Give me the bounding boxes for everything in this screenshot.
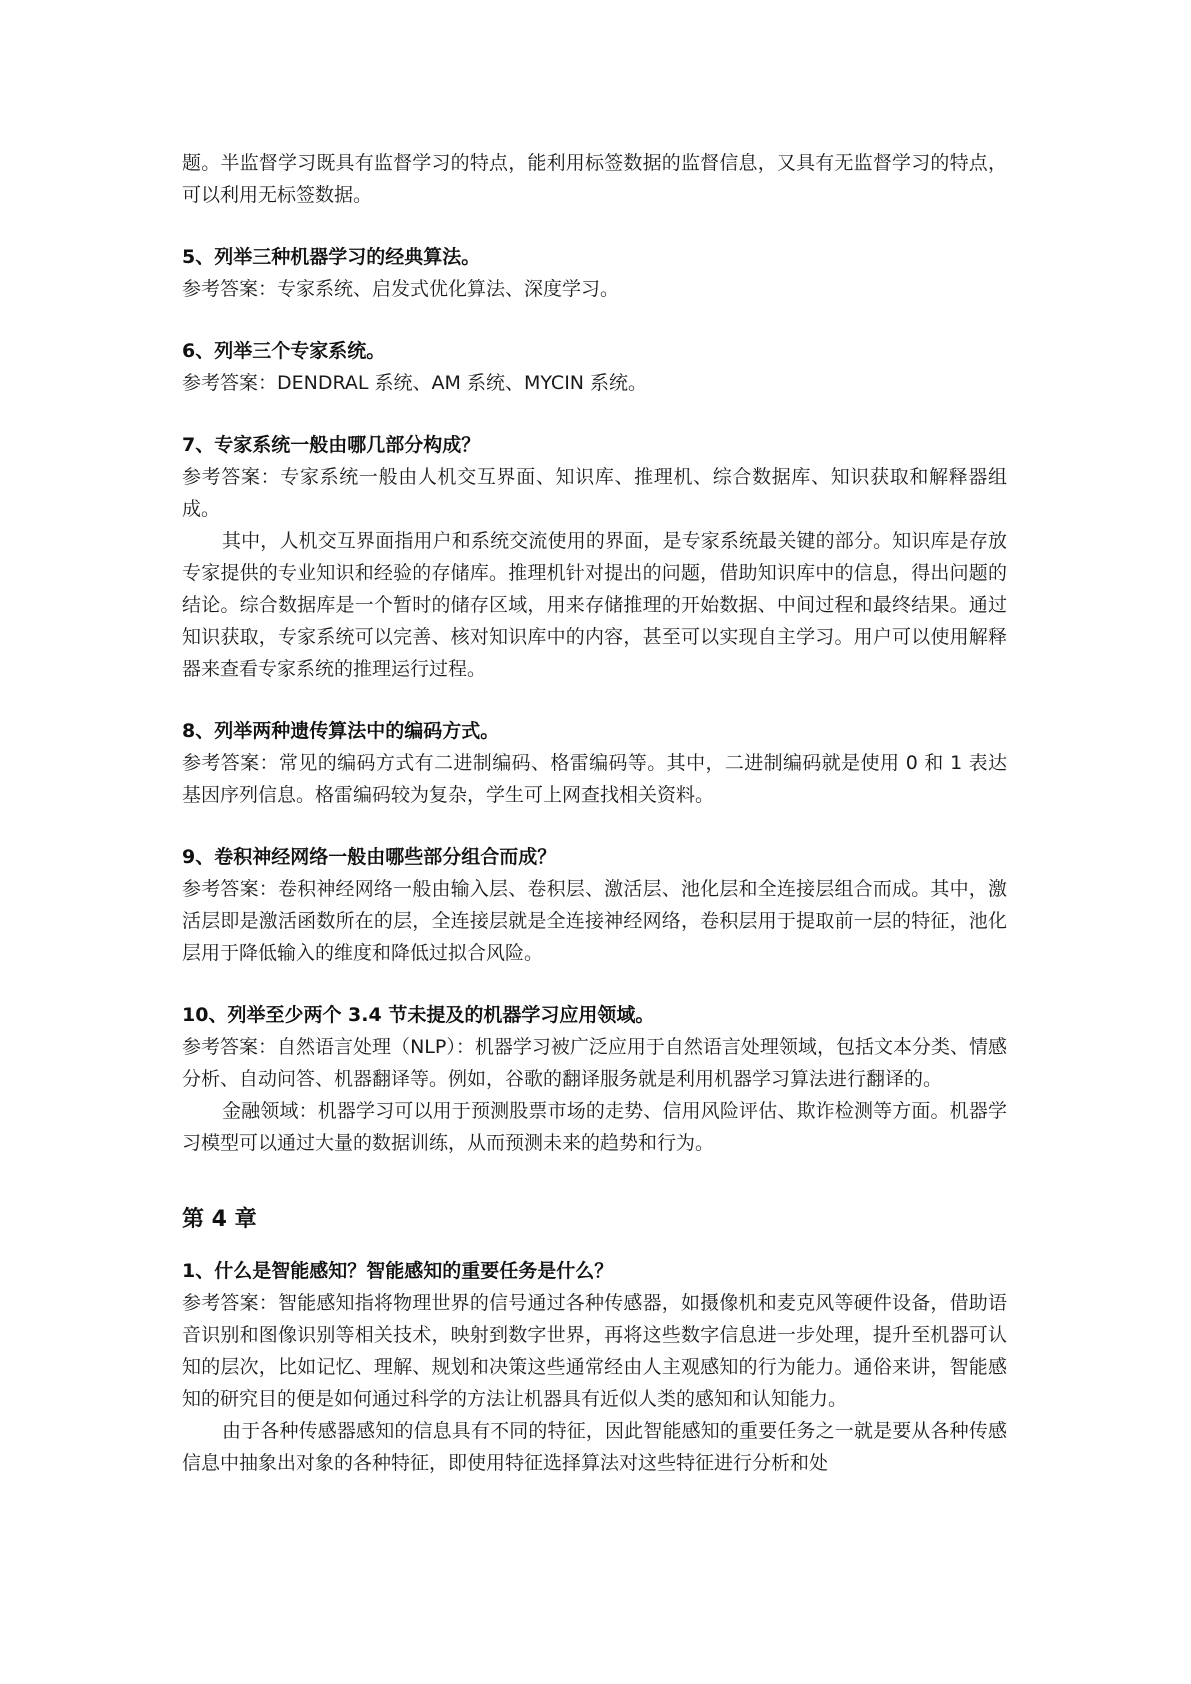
answer-7-detail: 其中，人机交互界面指用户和系统交流使用的界面，是专家系统最关键的部分。知识库是存放专家提供的专业知识和经验的存储库。推理机针对提出的问题，借助知识库中的信息，得出问题的结论。综合数据库是一个暂时的储存区域，用来存储推理的开始数据、中间过程和最终结果。通过知识获取，专家系统可以完善、核对知识库中的内容，甚至可以实现自主学习。用户可以使用解释器来查看专家系统的推理运行过程。: [182, 530, 1007, 680]
question-9: 9、卷积神经网络一般由哪些部分组合而成？: [182, 846, 557, 868]
chapter4-question-1: 1、什么是智能感知？智能感知的重要任务是什么？: [182, 1260, 614, 1282]
answer-7: 参考答案：专家系统一般由人机交互界面、知识库、推理机、综合数据库、知识获取和解释器组成。: [182, 466, 1007, 520]
answer-6: 参考答案：DENDRAL 系统、AM 系统、MYCIN 系统。: [182, 372, 648, 394]
answer-10: 参考答案：自然语言处理（NLP）：机器学习被广泛应用于自然语言处理领域，包括文本分类、情感分析、自动问答、机器翻译等。例如，谷歌的翻译服务就是利用机器学习算法进行翻译的。: [182, 1036, 1007, 1090]
page-content: [182, 147, 1007, 1479]
chapter4-answer-1-detail: 由于各种传感器感知的信息具有不同的特征，因此智能感知的重要任务之一就是要从各种传感信息中抽象出对象的各种特征，即使用特征选择算法对这些特征进行分析和处: [182, 1420, 1007, 1474]
answer-5: 参考答案：专家系统、启发式优化算法、深度学习。: [182, 278, 620, 300]
answer-9: 参考答案：卷积神经网络一般由输入层、卷积层、激活层、池化层和全连接层组合而成。其中，激活层即是激活函数所在的层，全连接层就是全连接神经网络，卷积层用于提取前一层的特征，池化层用于降低输入的维度和降低过拟合风险。: [182, 878, 1007, 964]
question-8: 8、列举两种遗传算法中的编码方式。: [182, 720, 500, 742]
chapter-heading: 第 4 章: [182, 1207, 257, 1232]
question-5: 5、列举三种机器学习的经典算法。: [182, 246, 481, 268]
question-6: 6、列举三个专家系统。: [182, 340, 386, 362]
chapter4-answer-1: 参考答案：智能感知指将物理世界的信号通过各种传感器，如摄像机和麦克风等硬件设备，借助语音识别和图像识别等相关技术，映射到数字世界，再将这些数字信息进一步处理，提升至机器可认知的层次，比如记忆、理解、规划和决策这些通常经由人主观感知的行为能力。通俗来讲，智能感知的研究目的便是如何通过科学的方法让机器具有近似人类的感知和认知能力。: [182, 1292, 1007, 1410]
question-7: 7、专家系统一般由哪几部分构成？: [182, 434, 481, 456]
question-10: 10、列举至少两个 3.4 节未提及的机器学习应用领域。: [182, 1004, 655, 1026]
answer-8: 参考答案：常见的编码方式有二进制编码、格雷编码等。其中，二进制编码就是使用 0 和 1 表达基因序列信息。格雷编码较为复杂，学生可上网查找相关资料。: [182, 752, 1007, 806]
answer-10-detail: 金融领域：机器学习可以用于预测股票市场的走势、信用风险评估、欺诈检测等方面。机器学习模型可以通过大量的数据训练，从而预测未来的趋势和行为。: [182, 1100, 1007, 1154]
intro-paragraph: 题。半监督学习既具有监督学习的特点，能利用标签数据的监督信息，又具有无监督学习的特点，可以利用无标签数据。: [182, 152, 1007, 206]
